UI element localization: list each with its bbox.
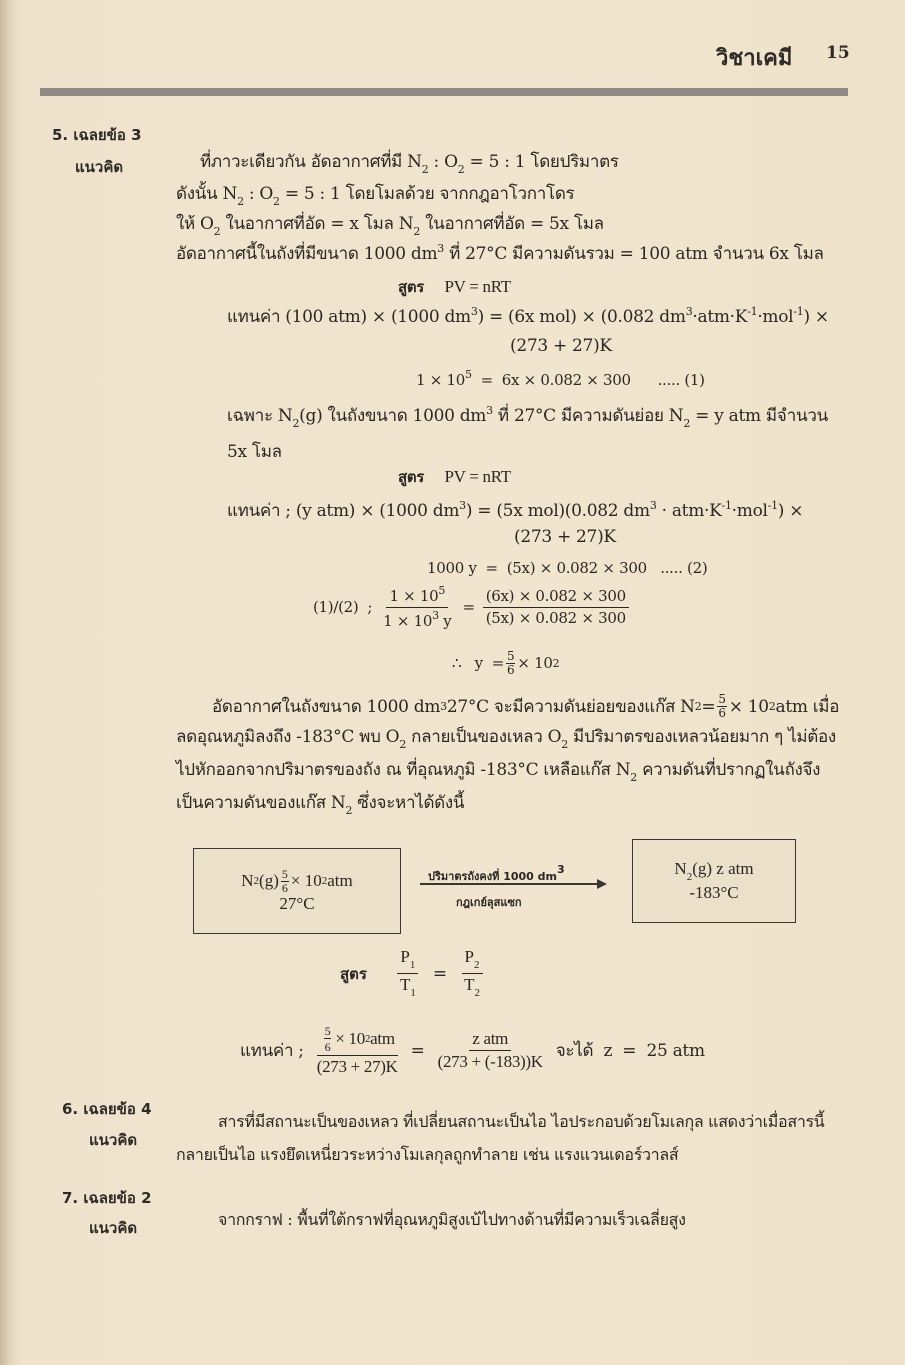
ratio-rhs-fraction: $\frac{(6x) \times 0.082 \times 300}{(5x) \times 0.082 \times 300}$ (483, 588, 629, 626)
q5-formula-3: สูตร $\frac{P_1}{T_1}$ = $\frac{P_2}{T_2}$ (340, 948, 483, 999)
q5-line-6: 5x โมล (227, 442, 282, 462)
q5-result-y: ∴ y = $\frac{5}{6}$ × 10 2 (452, 649, 560, 677)
final-state-box: $N_2(g)$ z atm -183°C (632, 839, 796, 923)
q5-substitution-1-cont: (273 + 27)K (510, 336, 612, 356)
q5-answer-label: 5. เฉลยข้อ 3 (52, 126, 142, 144)
q6-answer-label: 6. เฉลยข้อ 4 (62, 1100, 152, 1118)
q6-line-1: สารที่มีสถานะเป็นของเหลว ที่เปลี่ยนสถานะเป็นไอ ไอประกอบด้วยโมเลกุล แสดงว่าเมื่อสารนี้ (218, 1112, 825, 1131)
q5-paragraph-line-4: เป็นความดันของแก๊ส $N_2$ ซึ่งจะหาได้ดังนี้ (176, 793, 465, 817)
q5-equation-1: $1 \times 10^5 = 6x \times 0.082 \times 300$ ..... (1) (416, 368, 705, 389)
q5-ratio-equation: (1)/(2) ; $\frac{1 \times 10^5}{1 \times 10^3 y}$ = $\frac{(6x) \times 0.082 \times 300}{(5x) \times 0.082 \times 300}$ (313, 585, 629, 629)
q6-line-2: กลายเป็นไอ แรงยึดเหนี่ยวระหว่างโมเลกุลถูกทำลาย เช่น แรงแวนเดอร์วาลส์ (176, 1145, 679, 1164)
q5-substitution-2: แทนค่า ; (y atm) × (1000 $dm^3) = (5x$ mol)(0.082 $dm^3 \cdot atm\cdot K^{-1}\cdot mol^{-1}$) × (227, 499, 804, 521)
q5-substitution-1: แทนค่า (100 atm) × (1000 $dm^3) = (6x$ mol) × (0.082 $dm^3\cdot atm\cdot K^{-1}\cdot mol^{-1}$) × (227, 305, 829, 327)
q5-line-4: อัดอากาศนี้ในถังที่มีขนาด 1000 $dm^3$ ที่ 27°C มีความดันรวม = 100 atm จำนวน 6x โมล (176, 242, 824, 264)
header-subject-title: วิชาเคมี (716, 46, 793, 71)
arrow-label-constant-volume: ปริมาตรถังคงที่ 1000 $dm^3$ (428, 863, 565, 883)
q5-paragraph-line-2: ลดอุณหภูมิลงถึง -183°C พบ $O_2$ กลายเป็นของเหลว $O_2$ มีปริมาตรของเหลวน้อยมาก ๆ ไม่ต้อง (176, 727, 836, 751)
q5-line-1: ที่ภาวะเดียวกัน อัดอากาศที่มี $N_2$ : $O_2 = 5$ : 1 โดยปริมาตร (200, 152, 619, 176)
q6-approach-label: แนวคิด (89, 1131, 138, 1149)
q5-line-5: เฉพาะ $N_2(g)$ ในถังขนาด 1000 $dm^3$ ที่ 27°C มีความดันย่อย $N_2 = y$ atm มีจำนวน (227, 404, 828, 430)
ratio-lhs-fraction: $\frac{1 \times 10^5}{1 \times 10^3 y}$ (383, 584, 452, 630)
q5-line-2: ดังนั้น $N_2$ : $O_2 = 5$ : 1 โดยโมลด้วย จากกฎอาโวกาโดร (176, 184, 575, 208)
q7-answer-label: 7. เฉลยข้อ 2 (62, 1189, 152, 1207)
q7-line-1: จากกราฟ : พื้นที่ใต้กราฟที่อุณหภูมิสูงเบ้ไปทางด้านที่มีความเร็วเฉลี่ยสูง (218, 1210, 686, 1229)
q5-equation-2: 1000 y = (5x) × 0.082 × 300 ..... (2) (427, 559, 708, 577)
page-number: 15 (826, 43, 850, 63)
q7-approach-label: แนวคิด (89, 1219, 138, 1237)
header-rule (40, 88, 848, 96)
process-arrow-icon (420, 883, 605, 885)
q5-paragraph-line-1: อัดอากาศในถังขนาด 1000 dm 3 27°C จะมีความดันย่อยของแก๊ส N 2 = $\frac{5}{6}$ × 10 2 atm เมื่อ (212, 692, 840, 720)
q5-approach-label: แนวคิด (75, 158, 124, 176)
q5-formula-1: สูตร PV = nRT (398, 277, 511, 296)
initial-state-box: N 2 (g) $\frac{5}{6}$ × 10 2 atm 27°C (193, 848, 401, 934)
q5-paragraph-line-3: ไปหักออกจากปริมาตรของถัง ณ ที่อุณหภูมิ -183°C เหลือแก๊ส $N_2$ ความดันที่ปรากฏในถังจึง (176, 760, 821, 784)
q5-line-3: ให้ $O_2$ ในอากาศที่อัด = x โมล $N_2$ ในอากาศที่อัด = 5x โมล (176, 214, 604, 238)
q5-formula-2: สูตร PV = nRT (398, 467, 511, 486)
arrow-label-gay-lussac: กฎเกย์ลุสแซก (456, 896, 522, 909)
q5-substitution-3: แทนค่า ; $\frac{5}{6}$ × 10 2 atm (273 + 27)K = $\frac{\text{z atm}}{(273 + (-183))K}$ จะได้ z = 25 atm (240, 1024, 705, 1077)
q5-substitution-2-cont: (273 + 27)K (514, 527, 616, 547)
